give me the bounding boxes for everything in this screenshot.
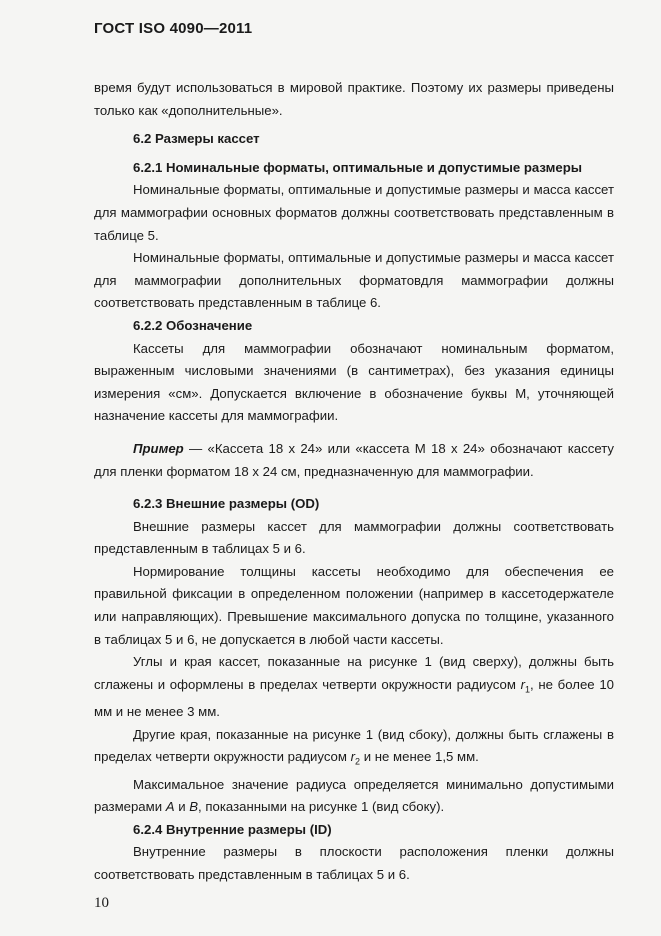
- example-label: Пример: [133, 440, 184, 456]
- page-number: 10: [94, 895, 109, 911]
- section-heading-6-2-4: 6.2.4 Внутренние размеры (ID): [133, 821, 332, 837]
- paragraph-main-formats: Номинальные форматы, оптимальные и допустимые размеры и масса кассет для маммографии основных форматов должны соответствовать представленным в таблице 5.: [94, 182, 614, 243]
- section-heading-6-2: 6.2 Размеры кассет: [133, 131, 260, 147]
- paragraph-max-radius: [94, 774, 614, 819]
- example-paragraph: [94, 438, 614, 483]
- paragraph-external-sizes: Внешние размеры кассет для маммографии должны соответствовать представленным в таблицах 5 и 6.: [94, 518, 614, 557]
- document-body: [94, 77, 614, 886]
- edges-text-end: и не менее 1,5 мм.: [360, 749, 479, 765]
- corners-text-start: Углы и края кассет, показанные на рисунке 1 (вид сверху), должны быть сглажены и оформлены в пределах четверти окружности радиусом: [94, 654, 614, 692]
- paragraph-intro: время будут использоваться в мировой практике. Поэтому их размеры приведены только как «дополнительные».: [94, 80, 614, 118]
- paragraph-corners: [94, 651, 614, 723]
- radius-r1-subscript: 1: [525, 684, 531, 695]
- max-radius-and: и: [174, 799, 190, 815]
- radius-r2-symbol: r: [350, 749, 356, 765]
- paragraph-internal-sizes: Внутренние размеры в плоскости расположения пленки должны соответствовать представленным в таблицах 5 и 6.: [94, 844, 614, 882]
- paragraph-edges: [94, 724, 614, 774]
- section-heading-6-2-3: 6.2.3 Внешние размеры (OD): [133, 496, 320, 512]
- document-header: ГОСТ ISO 4090—2011: [94, 20, 253, 37]
- max-radius-text-end: , показанными на рисунке 1 (вид сбоку).: [198, 799, 445, 815]
- example-text: — «Кассета 18 х 24» или «кассета М 18 х 24» обозначают кассету для пленки форматом 18 х 24 см, предназначенную для маммографии.: [94, 440, 614, 479]
- paragraph-additional-formats: Номинальные форматы, оптимальные и допустимые размеры и масса кассет для маммографии дополнительных форматовдля маммографии должны соответствовать представленным в таблице 6.: [94, 250, 614, 311]
- edges-text-start: Другие края, показанные на рисунке 1 (вид сбоку), должны быть сглажены в пределах четверти окружности радиусом: [94, 726, 614, 765]
- paragraph-thickness: Нормирование толщины кассеты необходимо для обеспечения ее правильной фиксации в определенном положении (например в кассетодержателе или направляющих). Превышение максимального допуска по толщине, указанного в таблицах 5 и 6, не допускается в любой части кассеты.: [94, 563, 614, 647]
- paragraph-designation: Кассеты для маммографии обозначают номинальным форматом, выраженным числовыми значениями (в сантиметрах), без указания единицы измерения «см». Допускается включение в обозначение буквы М, уточняющей назначение кассеты для маммографии.: [94, 340, 614, 424]
- radius-r2-subscript: 2: [355, 756, 361, 767]
- section-heading-6-2-2: 6.2.2 Обозначение: [133, 317, 253, 333]
- radius-r1-symbol: r: [520, 676, 526, 692]
- dimension-b-symbol: В: [189, 799, 199, 815]
- dimension-a-symbol: А: [165, 799, 175, 815]
- section-heading-6-2-1: 6.2.1 Номинальные форматы, оптимальные и допустимые размеры: [133, 159, 583, 175]
- max-radius-text-start: Максимальное значение радиуса определяется минимально допустимыми размерами: [94, 776, 614, 815]
- corners-text-end: , не более 10 мм и не менее 3 мм.: [94, 676, 614, 720]
